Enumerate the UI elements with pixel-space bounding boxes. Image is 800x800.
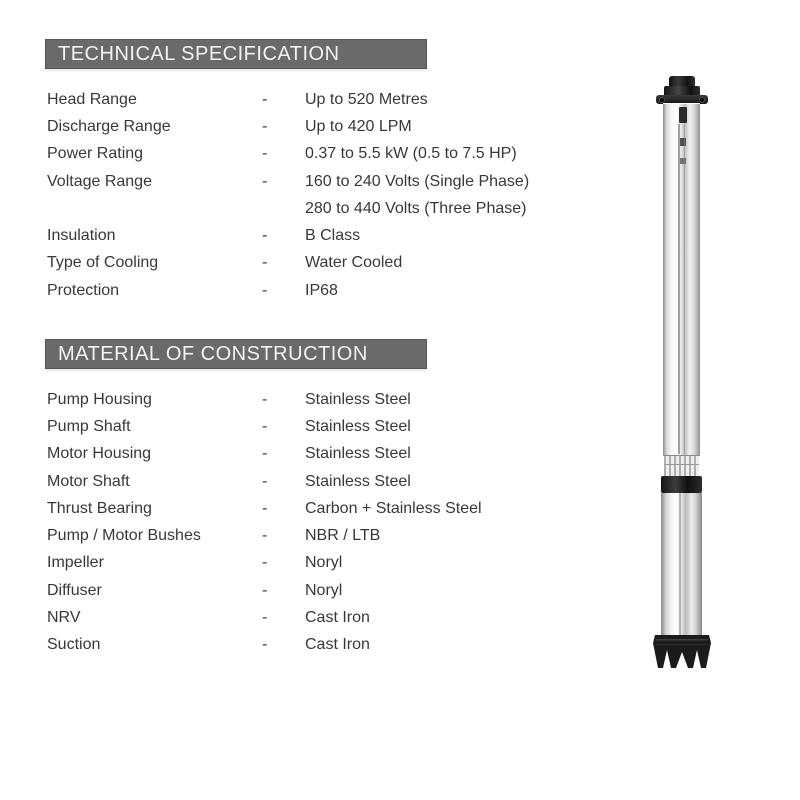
spec-value: Carbon + Stainless Steel — [305, 499, 482, 517]
section-title: MATERIAL OF CONSTRUCTION — [58, 342, 368, 365]
spec-label: Discharge Range — [47, 117, 171, 135]
pump-cable-clamp — [679, 107, 687, 123]
spec-separator: - — [262, 390, 268, 408]
spec-row — [47, 277, 587, 304]
spec-separator: - — [262, 527, 268, 545]
pump-cable-mark — [680, 138, 686, 146]
spec-row — [47, 141, 587, 168]
spec-separator: - — [262, 472, 268, 490]
spec-label: Type of Cooling — [47, 254, 159, 272]
pump-cable-guard-line — [678, 124, 680, 454]
section-header-technical-specification — [45, 39, 427, 69]
pump-motor-tube — [661, 493, 702, 637]
spec-value: Stainless Steel — [305, 417, 411, 435]
spec-row — [47, 495, 587, 522]
spec-row — [47, 168, 587, 195]
spec-value: Noryl — [305, 554, 343, 572]
spec-row — [47, 441, 587, 468]
spec-row — [47, 632, 587, 659]
spec-value: Noryl — [305, 581, 343, 599]
spec-value: B Class — [305, 227, 361, 245]
spec-value: Up to 420 LPM — [305, 117, 412, 135]
spec-value: Stainless Steel — [305, 472, 411, 490]
flange-bolt-right — [700, 98, 704, 102]
pump-top-cap-knurl — [669, 76, 695, 88]
spec-label: Protection — [47, 281, 120, 299]
spec-label: Impeller — [47, 554, 104, 572]
spec-row — [47, 86, 587, 113]
spec-label: Motor Shaft — [47, 472, 130, 490]
spec-label: Motor Housing — [47, 445, 152, 463]
spec-label: Pump / Motor Bushes — [47, 527, 201, 545]
spec-separator: - — [262, 90, 268, 108]
spec-label: Insulation — [47, 227, 116, 245]
spec-separator: - — [262, 636, 268, 654]
pump-black-band — [661, 476, 702, 493]
spec-label: Power Rating — [47, 145, 144, 163]
pump-coupling-groove — [664, 464, 699, 465]
spec-separator: - — [262, 581, 268, 599]
pump-top-cap — [664, 86, 700, 97]
spec-separator: - — [262, 609, 268, 627]
spec-value: Cast Iron — [305, 636, 370, 654]
spec-separator: - — [262, 227, 268, 245]
spec-row — [47, 604, 587, 631]
spec-value: IP68 — [305, 281, 338, 299]
spec-row — [47, 413, 587, 440]
spec-row — [47, 250, 587, 277]
spec-row — [47, 577, 587, 604]
spec-row — [47, 386, 587, 413]
spec-value: 0.37 to 5.5 kW (0.5 to 7.5 HP) — [305, 145, 517, 163]
spec-value: 160 to 240 Volts (Single Phase) — [305, 172, 530, 190]
spec-row — [47, 550, 587, 577]
pump-cable-mark — [680, 158, 686, 164]
spec-row-continuation — [47, 195, 587, 222]
spec-value: Up to 520 Metres — [305, 90, 428, 108]
spec-value: 280 to 440 Volts (Three Phase) — [305, 199, 527, 217]
spec-label: Voltage Range — [47, 172, 152, 190]
flange-bolt-left — [660, 98, 664, 102]
spec-value: Cast Iron — [305, 609, 370, 627]
pump-coupling-ribbed-ring — [664, 455, 699, 477]
spec-value: Water Cooled — [305, 254, 403, 272]
material-of-construction-rows — [47, 386, 587, 659]
spec-separator: - — [262, 281, 268, 299]
section-header-material-of-construction — [45, 339, 427, 369]
spec-value: Stainless Steel — [305, 390, 411, 408]
spec-row — [47, 222, 587, 249]
pump-suction-strainer — [653, 635, 711, 669]
suction-strainer-graphic — [653, 635, 711, 669]
spec-value: NBR / LTB — [305, 527, 381, 545]
spec-label: Head Range — [47, 90, 137, 108]
spec-label: Pump Housing — [47, 390, 152, 408]
spec-label: Pump Shaft — [47, 417, 131, 435]
spec-separator: - — [262, 117, 268, 135]
pump-motor-seam — [679, 493, 681, 637]
technical-specification-rows — [47, 86, 587, 304]
spec-separator: - — [262, 172, 268, 190]
spec-separator: - — [262, 417, 268, 435]
spec-label: Suction — [47, 636, 101, 654]
pump-body-tube — [663, 103, 700, 456]
spec-separator: - — [262, 254, 268, 272]
spec-row — [47, 522, 587, 549]
pump-discharge-flange — [656, 95, 708, 104]
spec-separator: - — [262, 445, 268, 463]
spec-label: NRV — [47, 609, 81, 627]
spec-value: Stainless Steel — [305, 445, 411, 463]
pump-seam-line — [684, 124, 685, 454]
spec-separator: - — [262, 499, 268, 517]
section-title: TECHNICAL SPECIFICATION — [58, 42, 340, 65]
spec-label: Diffuser — [47, 581, 102, 599]
spec-row — [47, 113, 587, 140]
spec-separator: - — [262, 554, 268, 572]
spec-label: Thrust Bearing — [47, 499, 152, 517]
spec-separator: - — [262, 145, 268, 163]
spec-row — [47, 468, 587, 495]
